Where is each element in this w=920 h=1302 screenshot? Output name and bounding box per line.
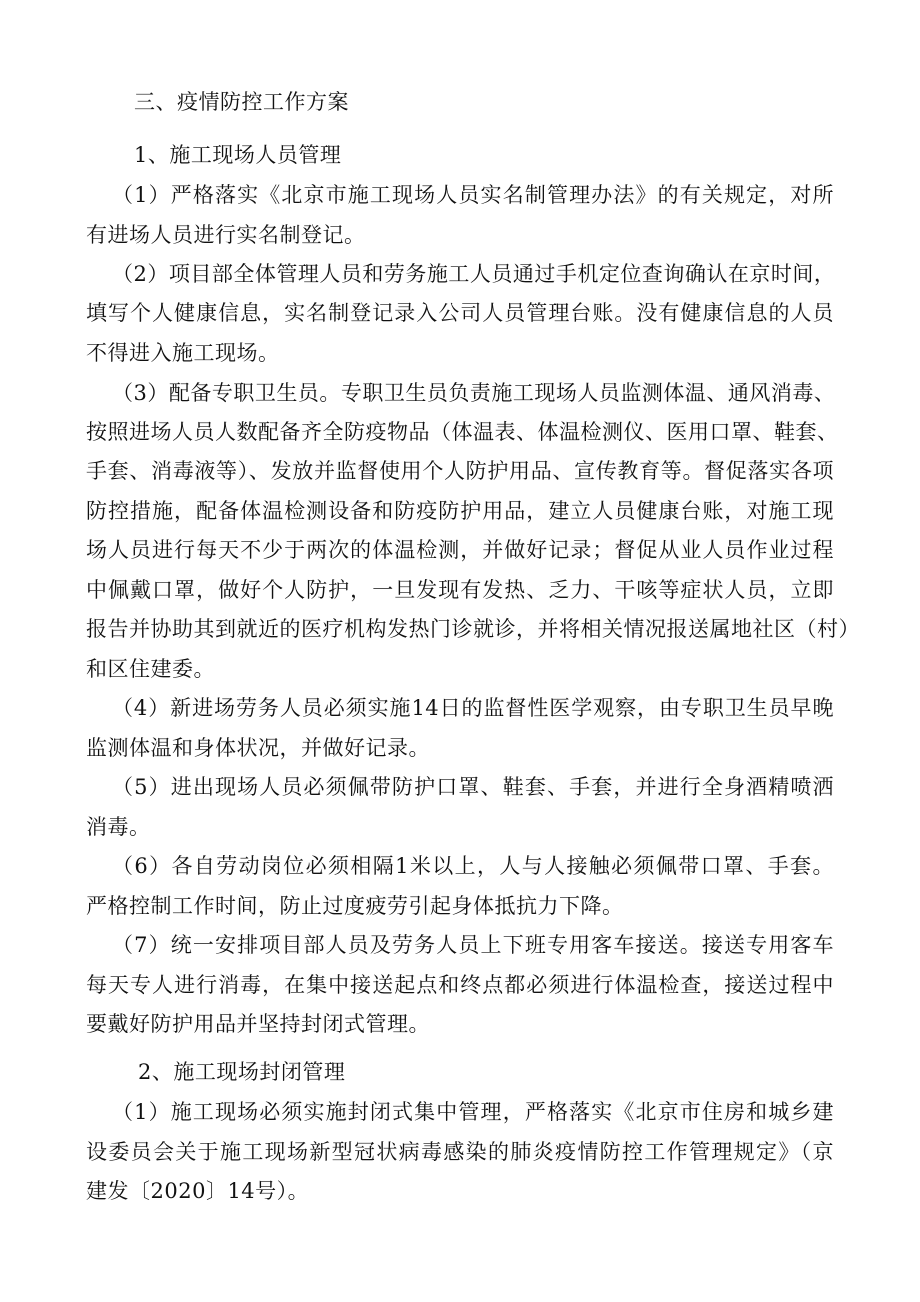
paragraph-line: 严格控制工作时间，防止过度疲劳引起身体抵抗力下降。 [86,894,624,918]
subsection-title: 1、施工现场人员管理 [134,143,342,167]
paragraph-line: 手套、消毒液等）、发放并监督使用个人防护用品、宣传教育等。督促落实各项 [86,459,834,483]
paragraph-line: 建发〔2020〕14号）。 [86,1179,310,1203]
paragraph-line: （3）配备专职卫生员。专职卫生员负责施工现场人员监测体温、通风消毒、 [112,381,836,405]
paragraph-line: （5）进出现场人员必须佩带防护口罩、鞋套、手套，并进行全身酒精喷洒 [112,775,834,799]
subsection-title: 2、施工现场封闭管理 [138,1060,346,1084]
paragraph-line: （1）严格落实《北京市施工现场人员实名制管理办法》的有关规定，对所 [112,183,834,207]
paragraph-line: 报告并协助其到就近的医疗机构发热门诊就诊，并将相关情况报送属地社区（村） [86,617,860,641]
paragraph-line: 和区住建委。 [86,657,215,681]
paragraph-line: （2）项目部全体管理人员和劳务施工人员通过手机定位查询确认在京时间， [112,262,836,286]
paragraph-line: （7）统一安排项目部人员及劳务人员上下班专用客车接送。接送专用客车 [112,933,834,957]
paragraph-line: （1）施工现场必须实施封闭式集中管理，严格落实《北京市住房和城乡建 [112,1100,834,1124]
section-title: 三、疫情防控工作方案 [134,90,349,114]
paragraph-line: 消毒。 [86,815,151,839]
paragraph-line: （6）各自劳动岗位必须相隔1米以上，人与人接触必须佩带口罩、手套。 [112,854,834,878]
paragraph-line: 防控措施，配备体温检测设备和防疫防护用品，建立人员健康台账，对施工现 [86,499,834,523]
paragraph-line: 场人员进行每天不少于两次的体温检测，并做好记录；督促从业人员作业过程 [86,538,834,562]
paragraph-line: 填写个人健康信息，实名制登记录入公司人员管理台账。没有健康信息的人员 [86,301,834,325]
paragraph-line: 按照进场人员人数配备齐全防疫物品（体温表、体温检测仪、医用口罩、鞋套、 [86,420,839,444]
paragraph-line: 每天专人进行消毒，在集中接送起点和终点都必须进行体温检查，接送过程中 [86,973,834,997]
paragraph-line: 不得进入施工现场。 [86,341,280,365]
paragraph-line: 设委员会关于施工现场新型冠状病毒感染的肺炎疫情防控工作管理规定》（京 [86,1140,834,1164]
paragraph-line: （4）新进场劳务人员必须实施14日的监督性医学观察，由专职卫生员早晚 [112,696,834,720]
paragraph-line: 要戴好防护用品并坚持封闭式管理。 [86,1012,430,1036]
paragraph-line: 监测体温和身体状况，并做好记录。 [86,736,430,760]
paragraph-line: 有进场人员进行实名制登记。 [86,223,366,247]
paragraph-line: 中佩戴口罩，做好个人防护，一旦发现有发热、乏力、干咳等症状人员，立即 [86,578,834,602]
